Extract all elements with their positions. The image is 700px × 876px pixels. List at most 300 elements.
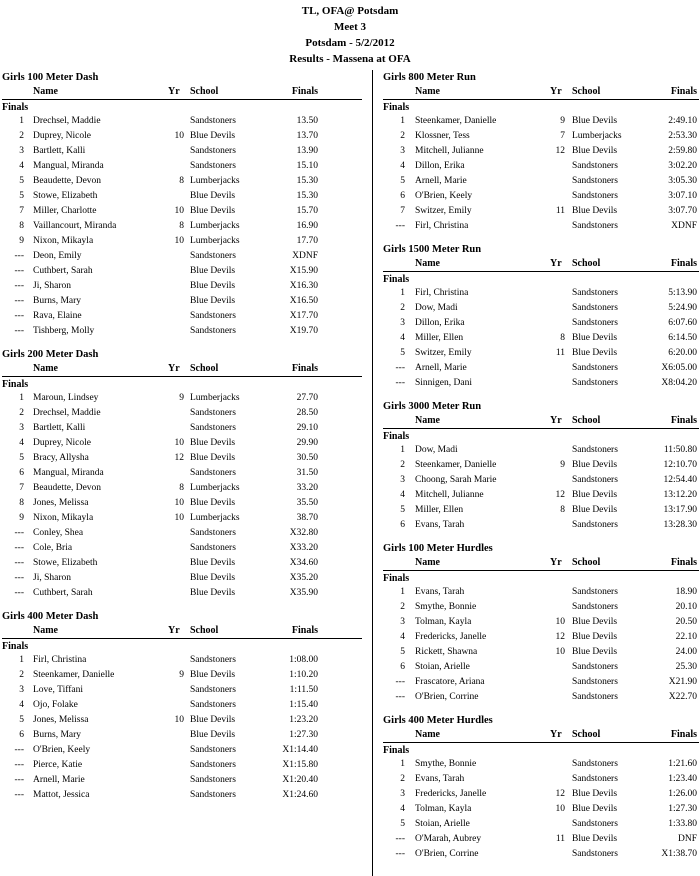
mark-cell: 3:07.10 xyxy=(668,191,697,201)
event-block xyxy=(383,399,699,533)
school-cell: Sandstoners xyxy=(572,677,618,687)
result-row xyxy=(383,832,699,847)
year-column-header: Yr xyxy=(168,86,180,97)
athlete-name-cell: Evans, Tarah xyxy=(415,774,465,784)
mark-cell: 3:02.20 xyxy=(668,161,697,171)
mark-cell: 13.90 xyxy=(296,146,318,156)
athlete-name-cell: O'Brien, Corrine xyxy=(415,849,479,859)
athlete-name-cell: Firl, Christina xyxy=(33,655,87,665)
result-row xyxy=(383,690,699,705)
result-row xyxy=(383,331,699,346)
meet-title: TL, OFA@ Potsdam xyxy=(301,5,399,17)
column-header xyxy=(2,624,362,639)
mark-cell: 1:11.50 xyxy=(289,685,318,695)
place-cell: 6 xyxy=(400,191,405,201)
result-row xyxy=(2,728,362,743)
result-row xyxy=(2,406,362,421)
school-cell: Sandstoners xyxy=(190,326,236,336)
mark-cell: 11:50.80 xyxy=(663,445,697,455)
place-cell: 6 xyxy=(19,730,24,740)
place-cell: 5 xyxy=(400,647,405,657)
name-column-header: Name xyxy=(415,258,440,269)
result-row xyxy=(2,653,362,668)
result-row xyxy=(2,773,362,788)
result-row xyxy=(2,219,362,234)
athlete-name-cell: Switzer, Emily xyxy=(415,206,472,216)
athlete-name-cell: Klossner, Tess xyxy=(415,131,470,141)
column-header xyxy=(383,85,699,100)
athlete-name-cell: Dow, Madi xyxy=(415,303,458,313)
athlete-name-cell: Tishberg, Molly xyxy=(33,326,95,336)
place-cell: 9 xyxy=(19,236,24,246)
result-row xyxy=(2,511,362,526)
result-row xyxy=(2,541,362,556)
athlete-name-cell: Steenkamer, Danielle xyxy=(415,460,497,470)
mark-cell: X8:04.20 xyxy=(661,378,697,388)
round-label: Finals xyxy=(2,379,29,390)
mark-cell: X6:05.00 xyxy=(661,363,697,373)
round-label: Finals xyxy=(2,102,29,113)
place-cell: 3 xyxy=(400,617,405,627)
name-column-header: Name xyxy=(415,557,440,568)
finals-column-header: Finals xyxy=(291,86,318,97)
round-label: Finals xyxy=(2,641,29,652)
school-cell: Blue Devils xyxy=(190,730,236,740)
mark-cell: 24.00 xyxy=(675,647,697,657)
place-cell: 5 xyxy=(400,176,405,186)
event-block xyxy=(2,347,362,601)
place-cell: --- xyxy=(14,296,24,306)
school-cell: Blue Devils xyxy=(572,206,618,216)
place-cell: 3 xyxy=(400,146,405,156)
result-row xyxy=(383,847,699,862)
result-row xyxy=(2,279,362,294)
mark-cell: X34.60 xyxy=(289,558,318,568)
year-cell: 8 xyxy=(560,333,565,343)
mark-cell: 20.50 xyxy=(675,617,697,627)
athlete-name-cell: Bartlett, Kalli xyxy=(33,423,86,433)
year-cell: 10 xyxy=(174,131,184,141)
place-cell: 2 xyxy=(19,131,24,141)
school-cell: Blue Devils xyxy=(572,617,618,627)
event-title: Girls 1500 Meter Run xyxy=(383,244,482,255)
mark-cell: 12:54.40 xyxy=(663,475,697,485)
school-cell: Sandstoners xyxy=(572,692,618,702)
place-cell: --- xyxy=(14,326,24,336)
athlete-name-cell: Fredericks, Janelle xyxy=(415,789,487,799)
school-cell: Blue Devils xyxy=(572,834,618,844)
mark-cell: 25.30 xyxy=(675,662,697,672)
mark-cell: X15.90 xyxy=(289,266,318,276)
place-cell: --- xyxy=(395,363,405,373)
year-cell: 9 xyxy=(179,393,184,403)
school-cell: Blue Devils xyxy=(190,206,236,216)
place-cell: 2 xyxy=(19,670,24,680)
year-cell: 10 xyxy=(174,438,184,448)
athlete-name-cell: Ojo, Folake xyxy=(33,700,78,710)
mark-cell: 1:10.20 xyxy=(289,670,318,680)
result-row xyxy=(383,458,699,473)
mark-cell: 22.10 xyxy=(675,632,697,642)
athlete-name-cell: Arnell, Marie xyxy=(33,775,85,785)
year-column-header: Yr xyxy=(550,258,562,269)
mark-cell: 2:53.30 xyxy=(668,131,697,141)
school-cell: Sandstoners xyxy=(572,161,618,171)
athlete-name-cell: Burns, Mary xyxy=(33,296,82,306)
result-row xyxy=(2,556,362,571)
school-cell: Blue Devils xyxy=(190,191,236,201)
result-row xyxy=(383,129,699,144)
school-column-header: School xyxy=(572,415,601,426)
school-cell: Sandstoners xyxy=(190,311,236,321)
result-row xyxy=(383,675,699,690)
place-cell: --- xyxy=(14,588,24,598)
school-cell: Sandstoners xyxy=(572,363,618,373)
result-row xyxy=(2,391,362,406)
column-header xyxy=(383,556,699,571)
place-cell: 2 xyxy=(400,774,405,784)
mark-cell: X1:15.80 xyxy=(282,760,318,770)
result-row xyxy=(383,189,699,204)
result-row xyxy=(383,361,699,376)
place-cell: --- xyxy=(14,543,24,553)
result-row xyxy=(2,234,362,249)
result-row xyxy=(2,586,362,601)
year-cell: 9 xyxy=(560,460,565,470)
athlete-name-cell: Dillon, Erika xyxy=(415,318,465,328)
place-cell: 6 xyxy=(19,468,24,478)
place-cell: 5 xyxy=(400,348,405,358)
mark-cell: 29.90 xyxy=(296,438,318,448)
result-row xyxy=(2,451,362,466)
school-cell: Sandstoners xyxy=(190,251,236,261)
school-cell: Blue Devils xyxy=(572,789,618,799)
athlete-name-cell: O'Marah, Aubrey xyxy=(415,834,482,844)
athlete-name-cell: Switzer, Emily xyxy=(415,348,472,358)
athlete-name-cell: Fredericks, Janelle xyxy=(415,632,487,642)
mark-cell: 2:59.80 xyxy=(668,146,697,156)
result-row xyxy=(2,204,362,219)
athlete-name-cell: Firl, Christina xyxy=(415,221,469,231)
school-cell: Blue Devils xyxy=(190,715,236,725)
school-cell: Blue Devils xyxy=(190,558,236,568)
athlete-name-cell: Mattot, Jessica xyxy=(33,790,90,800)
athlete-name-cell: Vaillancourt, Miranda xyxy=(33,221,117,231)
result-row xyxy=(383,286,699,301)
school-cell: Lumberjacks xyxy=(190,393,240,403)
place-cell: --- xyxy=(395,692,405,702)
place-cell: --- xyxy=(14,573,24,583)
place-cell: 2 xyxy=(19,408,24,418)
school-column-header: School xyxy=(572,557,601,568)
place-cell: --- xyxy=(14,745,24,755)
mark-cell: 6:07.60 xyxy=(668,318,697,328)
athlete-name-cell: Steenkamer, Danielle xyxy=(415,116,497,126)
result-row xyxy=(2,496,362,511)
result-row xyxy=(2,174,362,189)
place-cell: 5 xyxy=(19,715,24,725)
school-cell: Sandstoners xyxy=(190,408,236,418)
result-row xyxy=(383,114,699,129)
result-row xyxy=(383,518,699,533)
result-row xyxy=(2,159,362,174)
school-cell: Sandstoners xyxy=(190,116,236,126)
athlete-name-cell: Frascatore, Ariana xyxy=(415,677,485,687)
result-row xyxy=(2,758,362,773)
year-cell: 9 xyxy=(560,116,565,126)
mark-cell: XDNF xyxy=(292,251,318,261)
place-cell: 4 xyxy=(19,700,24,710)
school-cell: Sandstoners xyxy=(190,468,236,478)
event-block xyxy=(383,70,699,234)
athlete-name-cell: Drechsel, Maddie xyxy=(33,116,101,126)
athlete-name-cell: Dillon, Erika xyxy=(415,161,465,171)
school-cell: Sandstoners xyxy=(190,528,236,538)
place-cell: 3 xyxy=(19,146,24,156)
mark-cell: X16.30 xyxy=(289,281,318,291)
mark-cell: 1:23.40 xyxy=(668,774,697,784)
event-block xyxy=(2,609,362,803)
place-cell: 9 xyxy=(19,513,24,523)
school-column-header: School xyxy=(190,625,219,636)
school-cell: Sandstoners xyxy=(572,849,618,859)
school-cell: Sandstoners xyxy=(190,146,236,156)
athlete-name-cell: Jones, Melissa xyxy=(33,498,89,508)
school-cell: Blue Devils xyxy=(190,266,236,276)
place-cell: 4 xyxy=(19,161,24,171)
athlete-name-cell: Evans, Tarah xyxy=(415,587,465,597)
result-row xyxy=(2,466,362,481)
place-cell: 7 xyxy=(19,483,24,493)
mark-cell: 27.70 xyxy=(296,393,318,403)
athlete-name-cell: Love, Tiffani xyxy=(33,685,83,695)
athlete-name-cell: Beaudette, Devon xyxy=(33,483,102,493)
mark-cell: 30.50 xyxy=(296,453,318,463)
name-column-header: Name xyxy=(33,363,58,374)
mark-cell: X16.50 xyxy=(289,296,318,306)
year-cell: 12 xyxy=(174,453,184,463)
finals-column-header: Finals xyxy=(670,557,697,568)
place-cell: 1 xyxy=(400,759,405,769)
place-cell: 4 xyxy=(400,333,405,343)
athlete-name-cell: Tolman, Kayla xyxy=(415,804,472,814)
year-cell: 12 xyxy=(555,490,565,500)
place-cell: 7 xyxy=(19,206,24,216)
athlete-name-cell: Duprey, Nicole xyxy=(33,438,91,448)
column-header xyxy=(383,257,699,272)
place-cell: 5 xyxy=(19,191,24,201)
event-block xyxy=(383,713,699,862)
year-cell: 10 xyxy=(174,236,184,246)
place-cell: 1 xyxy=(400,445,405,455)
school-cell: Blue Devils xyxy=(190,296,236,306)
school-cell: Blue Devils xyxy=(572,460,618,470)
athlete-name-cell: Stowe, Elizabeth xyxy=(33,191,98,201)
place-cell: --- xyxy=(14,266,24,276)
athlete-name-cell: Pierce, Katie xyxy=(33,760,83,770)
place-cell: 1 xyxy=(400,288,405,298)
mark-cell: 35.50 xyxy=(296,498,318,508)
place-cell: --- xyxy=(14,558,24,568)
mark-cell: 13.50 xyxy=(296,116,318,126)
mark-cell: X35.90 xyxy=(289,588,318,598)
mark-cell: 1:26.00 xyxy=(668,789,697,799)
athlete-name-cell: Deon, Emily xyxy=(33,251,82,261)
meet-number: Meet 3 xyxy=(333,21,367,33)
result-row xyxy=(2,698,362,713)
results-subtitle: Results - Massena at OFA xyxy=(289,53,411,65)
athlete-name-cell: Stowe, Elizabeth xyxy=(33,558,98,568)
school-cell: Sandstoners xyxy=(572,774,618,784)
athlete-name-cell: Steenkamer, Danielle xyxy=(33,670,115,680)
event-title: Girls 3000 Meter Run xyxy=(383,401,482,412)
place-cell: 4 xyxy=(19,438,24,448)
school-cell: Blue Devils xyxy=(572,116,618,126)
place-cell: --- xyxy=(14,790,24,800)
school-cell: Sandstoners xyxy=(190,760,236,770)
mark-cell: 33.20 xyxy=(296,483,318,493)
school-cell: Sandstoners xyxy=(572,587,618,597)
year-cell: 10 xyxy=(555,647,565,657)
school-cell: Blue Devils xyxy=(190,498,236,508)
athlete-name-cell: Dow, Madi xyxy=(415,445,458,455)
athlete-name-cell: Beaudette, Devon xyxy=(33,176,102,186)
event-title: Girls 200 Meter Dash xyxy=(2,349,99,360)
athlete-name-cell: Mangual, Miranda xyxy=(33,161,104,171)
athlete-name-cell: Tolman, Kayla xyxy=(415,617,472,627)
result-row xyxy=(383,346,699,361)
mark-cell: 18.90 xyxy=(675,587,697,597)
result-row xyxy=(383,376,699,391)
school-cell: Sandstoners xyxy=(190,775,236,785)
year-cell: 12 xyxy=(555,146,565,156)
athlete-name-cell: Miller, Ellen xyxy=(415,505,464,515)
place-cell: 4 xyxy=(400,632,405,642)
finals-column-header: Finals xyxy=(670,258,697,269)
place-cell: 4 xyxy=(400,804,405,814)
athlete-name-cell: Cuthbert, Sarah xyxy=(33,266,93,276)
athlete-name-cell: Jones, Melissa xyxy=(33,715,89,725)
school-cell: Blue Devils xyxy=(572,490,618,500)
result-row xyxy=(2,788,362,803)
year-cell: 8 xyxy=(179,483,184,493)
mark-cell: X33.20 xyxy=(289,543,318,553)
school-cell: Sandstoners xyxy=(190,700,236,710)
school-cell: Sandstoners xyxy=(190,790,236,800)
result-row xyxy=(383,757,699,772)
result-row xyxy=(383,503,699,518)
mark-cell: X19.70 xyxy=(289,326,318,336)
year-cell: 9 xyxy=(179,670,184,680)
place-cell: 8 xyxy=(19,221,24,231)
athlete-name-cell: Nixon, Mikayla xyxy=(33,513,94,523)
year-column-header: Yr xyxy=(550,86,562,97)
mark-cell: 12:10.70 xyxy=(663,460,697,470)
mark-cell: 13:17.90 xyxy=(663,505,697,515)
result-row xyxy=(383,219,699,234)
school-column-header: School xyxy=(190,363,219,374)
mark-cell: 1:27.30 xyxy=(289,730,318,740)
left-column xyxy=(2,70,362,811)
event-title: Girls 100 Meter Dash xyxy=(2,72,99,83)
event-block xyxy=(383,541,699,705)
name-column-header: Name xyxy=(415,415,440,426)
athlete-name-cell: Stoian, Arielle xyxy=(415,662,470,672)
athlete-name-cell: Nixon, Mikayla xyxy=(33,236,94,246)
round-label: Finals xyxy=(383,274,410,285)
school-cell: Sandstoners xyxy=(572,288,618,298)
event-title: Girls 400 Meter Dash xyxy=(2,611,99,622)
athlete-name-cell: Sinnigen, Dani xyxy=(415,378,472,388)
mark-cell: 1:15.40 xyxy=(289,700,318,710)
result-row xyxy=(383,772,699,787)
mark-cell: 13.70 xyxy=(296,131,318,141)
school-cell: Sandstoners xyxy=(572,445,618,455)
name-column-header: Name xyxy=(33,625,58,636)
finals-column-header: Finals xyxy=(291,625,318,636)
school-cell: Lumberjacks xyxy=(190,236,240,246)
place-cell: 5 xyxy=(19,176,24,186)
school-cell: Lumberjacks xyxy=(190,483,240,493)
place-cell: 3 xyxy=(400,475,405,485)
year-cell: 10 xyxy=(174,513,184,523)
school-cell: Blue Devils xyxy=(572,647,618,657)
school-cell: Sandstoners xyxy=(190,655,236,665)
school-cell: Blue Devils xyxy=(572,804,618,814)
school-cell: Blue Devils xyxy=(190,670,236,680)
place-cell: 5 xyxy=(400,819,405,829)
round-label: Finals xyxy=(383,573,410,584)
mark-cell: 1:27.30 xyxy=(668,804,697,814)
year-cell: 7 xyxy=(560,131,565,141)
school-cell: Sandstoners xyxy=(572,303,618,313)
year-cell: 11 xyxy=(555,834,565,844)
result-row xyxy=(2,683,362,698)
result-row xyxy=(2,743,362,758)
athlete-name-cell: Rickett, Shawna xyxy=(415,647,478,657)
result-row xyxy=(2,144,362,159)
school-cell: Sandstoners xyxy=(572,318,618,328)
mark-cell: 1:21.60 xyxy=(668,759,697,769)
athlete-name-cell: Stoian, Arielle xyxy=(415,819,470,829)
place-cell: 6 xyxy=(400,520,405,530)
athlete-name-cell: Mitchell, Julianne xyxy=(415,146,484,156)
place-cell: --- xyxy=(14,311,24,321)
place-cell: --- xyxy=(14,281,24,291)
place-cell: 1 xyxy=(400,116,405,126)
athlete-name-cell: O'Brien, Keely xyxy=(415,191,473,201)
result-row xyxy=(2,129,362,144)
year-cell: 10 xyxy=(174,206,184,216)
athlete-name-cell: Duprey, Nicole xyxy=(33,131,91,141)
finals-column-header: Finals xyxy=(670,729,697,740)
year-column-header: Yr xyxy=(550,729,562,740)
mark-cell: 6:14.50 xyxy=(668,333,697,343)
school-cell: Sandstoners xyxy=(572,221,618,231)
result-row xyxy=(2,436,362,451)
mark-cell: 29.10 xyxy=(296,423,318,433)
school-cell: Sandstoners xyxy=(572,176,618,186)
mark-cell: X32.80 xyxy=(289,528,318,538)
year-cell: 11 xyxy=(555,348,565,358)
school-cell: Sandstoners xyxy=(572,662,618,672)
place-cell: --- xyxy=(14,775,24,785)
name-column-header: Name xyxy=(33,86,58,97)
school-cell: Lumberjacks xyxy=(190,513,240,523)
result-row xyxy=(383,585,699,600)
athlete-name-cell: Bracy, Allysha xyxy=(33,453,89,463)
year-cell: 11 xyxy=(555,206,565,216)
